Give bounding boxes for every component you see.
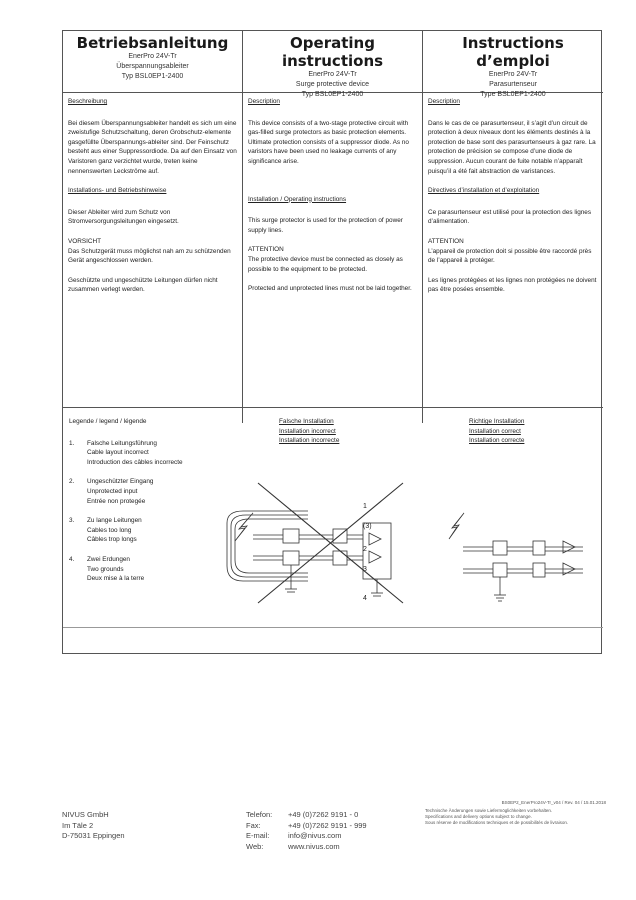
column-en (243, 95, 423, 423)
header-fr-title: Instructions d’emploi (462, 34, 564, 70)
legend-text-de: Zwei Erdungen (87, 555, 130, 563)
legend-text-de: Zu lange Leitungen (87, 517, 142, 525)
fr-attention-heading: ATTENTION (428, 237, 464, 245)
phone-label: Telefon: (246, 810, 273, 819)
fr-attention-text: L’appareil de protection doit si possible être raccordé près de l’appareil à protéger. (428, 247, 592, 265)
document-reference: BS0EP2_EnerPro24V-Tr_v04 / Rev. 04 / 15.01.2018 (501, 800, 606, 805)
fr-installation-heading: Directives d’installation et d’exploitation (428, 187, 540, 195)
section-divider (63, 407, 603, 408)
column-de (63, 95, 243, 423)
legend-number: 4. (69, 555, 75, 563)
lightning-icon (449, 513, 464, 539)
de-attention-text: Das Schutzgerät muss möglichst nah am zu schützenden Gerät angeschlossen werden. (68, 247, 231, 265)
legend-text-de: Falsche Leitungsführung (87, 439, 157, 447)
legend-item (69, 439, 239, 468)
company-name: NIVUS GmbH (62, 810, 109, 819)
legend-text-de: Ungeschützter Eingang (87, 478, 154, 486)
fr-description-heading: Description (428, 98, 460, 105)
protected-device (363, 523, 391, 579)
en-attention-text: The protective device must be connected as closely as possible to the equipment to be protected. (248, 255, 403, 273)
header-en-type: Typ BSL0EP1-2400 (301, 91, 364, 98)
fr-installation-text: Ce parasurtenseur est utilisé pour la protection des lignes d’alimentation. (428, 208, 592, 226)
wrong-installation-diagram (213, 471, 413, 606)
fax-number: +49 (0)7262 9191 - 999 (288, 820, 367, 830)
header-de-type: Typ BSL0EP1-2400 (121, 73, 184, 80)
surge-protector (283, 529, 299, 543)
diagram-label: 3 (363, 566, 367, 573)
de-installation-heading: Installations- und Betriebshinweise (68, 187, 167, 195)
wrong-heading-de: Falsche Installation (279, 418, 334, 425)
web-label: Web: (246, 841, 264, 851)
surge-protector (283, 551, 299, 565)
correct-installation-diagram (433, 491, 593, 611)
legend-text-fr: Deux mise à la terre (87, 575, 145, 583)
website-link[interactable]: www.nivus.com (288, 841, 340, 851)
en-attention-heading: ATTENTION (248, 246, 284, 254)
legend-text-fr: Introduction des câbles incorrecte (87, 458, 183, 466)
header-de-subtitle: Überspannungsableiter (116, 63, 189, 70)
fax-label: Fax: (246, 820, 261, 830)
header-fr-type: Type BSL0EP1-2400 (480, 91, 546, 98)
right-heading-fr: Installation correcte (469, 437, 525, 445)
legend-number: 3. (69, 517, 75, 525)
legend-number: 2. (69, 478, 75, 486)
surge-protector (493, 541, 507, 555)
de-lines-text: Geschützte und ungeschützte Leitungen dürfen nicht zusammen verlegt werden. (68, 276, 218, 294)
surge-protector (533, 541, 545, 555)
cable-line (231, 515, 308, 577)
note-en: Specifications and delivery options subject to change. (425, 814, 532, 819)
en-lines-text: Protected and unprotected lines must not be laid together. (248, 285, 412, 293)
legend-title: Legende / legend / légende (69, 418, 147, 425)
contact-labels (246, 810, 294, 852)
legend-text-en: Unprotected input (87, 487, 138, 495)
company-city: D-75031 Eppingen (62, 831, 125, 840)
phone-number: +49 (0)7262 9191 - 0 (288, 810, 359, 819)
legend-text-fr: Entrée non protegée (87, 497, 146, 505)
de-attention-heading: VORSICHT (68, 237, 102, 245)
right-heading-en: Installation correct (469, 427, 521, 435)
en-description-text: This device consists of a two-stage protective circuit with gas-filled surge protectors as basic protection elements. Ultimate protection consists of a suppressor diode. As no varistors have been used no leakage currents of any significance arise. (248, 119, 409, 165)
wrong-heading-fr: Installation incorrecte (279, 437, 340, 445)
legend-text-en: Two grounds (87, 565, 124, 573)
diagram-label: 2 (363, 546, 367, 553)
de-description-text: Bei diesem Überspannungsableiter handelt es sich um eine zweistufige Schutzschaltung, deren Grobschutz-elemente gasgefüllte Überspannungs-ableiter sind. Der Feinschutz besteht aus einer Suppressordiode. Da auf den Einsatz von Varistoren ganz verzichtet wurde, treten keine nennenswerten Leckströme auf. (68, 119, 237, 175)
legend-number: 1. (69, 439, 75, 447)
legend-text-en: Cables too long (87, 526, 132, 534)
lightning-icon (235, 513, 253, 541)
header-en-product: EnerPro 24V-Tr (308, 71, 357, 78)
surge-protector (333, 551, 347, 565)
company-address (62, 810, 125, 842)
column-fr (423, 95, 603, 423)
surge-protector (533, 563, 545, 577)
diagram-label: 4 (363, 595, 367, 602)
device-symbol (563, 541, 575, 575)
right-heading-de: Richtige Installation (469, 418, 525, 425)
instruction-sheet (62, 30, 602, 654)
surge-protector (493, 563, 507, 577)
de-installation-text: Dieser Ableiter wird zum Schutz von Stromversorgungsleitungen eingesetzt. (68, 208, 179, 226)
note-de: Technische Änderungen sowie Liefermöglichkeiten vorbehalten. (425, 808, 553, 813)
contact-values (288, 810, 367, 852)
header-de (63, 31, 243, 93)
de-description-heading: Beschreibung (68, 98, 108, 105)
footer-notes (425, 808, 605, 826)
fr-lines-text: Les lignes protégées et les lignes non protégées ne doivent pas être posées ensemble. (428, 276, 597, 294)
legend-text-fr: Câbles trop longs (87, 536, 137, 544)
diagram-label: (3) (363, 523, 372, 530)
email-label: E-mail: (246, 831, 270, 840)
header-fr (423, 31, 603, 98)
company-street: Im Täle 2 (62, 820, 94, 830)
header-en (243, 31, 423, 98)
section-divider (63, 627, 603, 628)
fr-description-text: Dans le cas de ce parasurtenseur, il s’agit d’un circuit de protection à deux niveaux dont les éléments destinés à la protection de base sont des parasurtenseurs à gaz rare. La protection de précision se compose d’une diode de suppression. Aucun courant de fuite notable n’apparaît puisqu’il a été fait abstraction de varistances. (428, 119, 596, 175)
wrong-installation-heading (279, 417, 339, 446)
header-en-title: Operating instructions (281, 34, 384, 70)
header-de-product: EnerPro 24V-Tr (128, 53, 177, 60)
email-address[interactable]: info@nivus.com (288, 831, 342, 840)
en-installation-text: This surge protector is used for the protection of power supply lines. (248, 217, 403, 234)
header-fr-subtitle: Parasurtenseur (489, 81, 537, 88)
header-en-subtitle: Surge protective device (295, 81, 370, 88)
note-fr: Sous réserve de modifications techniques et de possibilités de livraison. (425, 820, 569, 825)
correct-installation-heading (469, 417, 524, 446)
en-description-heading: Description (248, 98, 280, 105)
diagram-label: 1 (363, 503, 367, 510)
wrong-heading-en: Installation incorrect (279, 427, 336, 435)
header-de-title: Betriebsanleitung (76, 34, 229, 52)
en-installation-heading: Installation / Operating instructions (248, 195, 347, 203)
legend-text-en: Cable layout incorrect (87, 449, 149, 457)
header-fr-product: EnerPro 24V-Tr (488, 71, 538, 78)
